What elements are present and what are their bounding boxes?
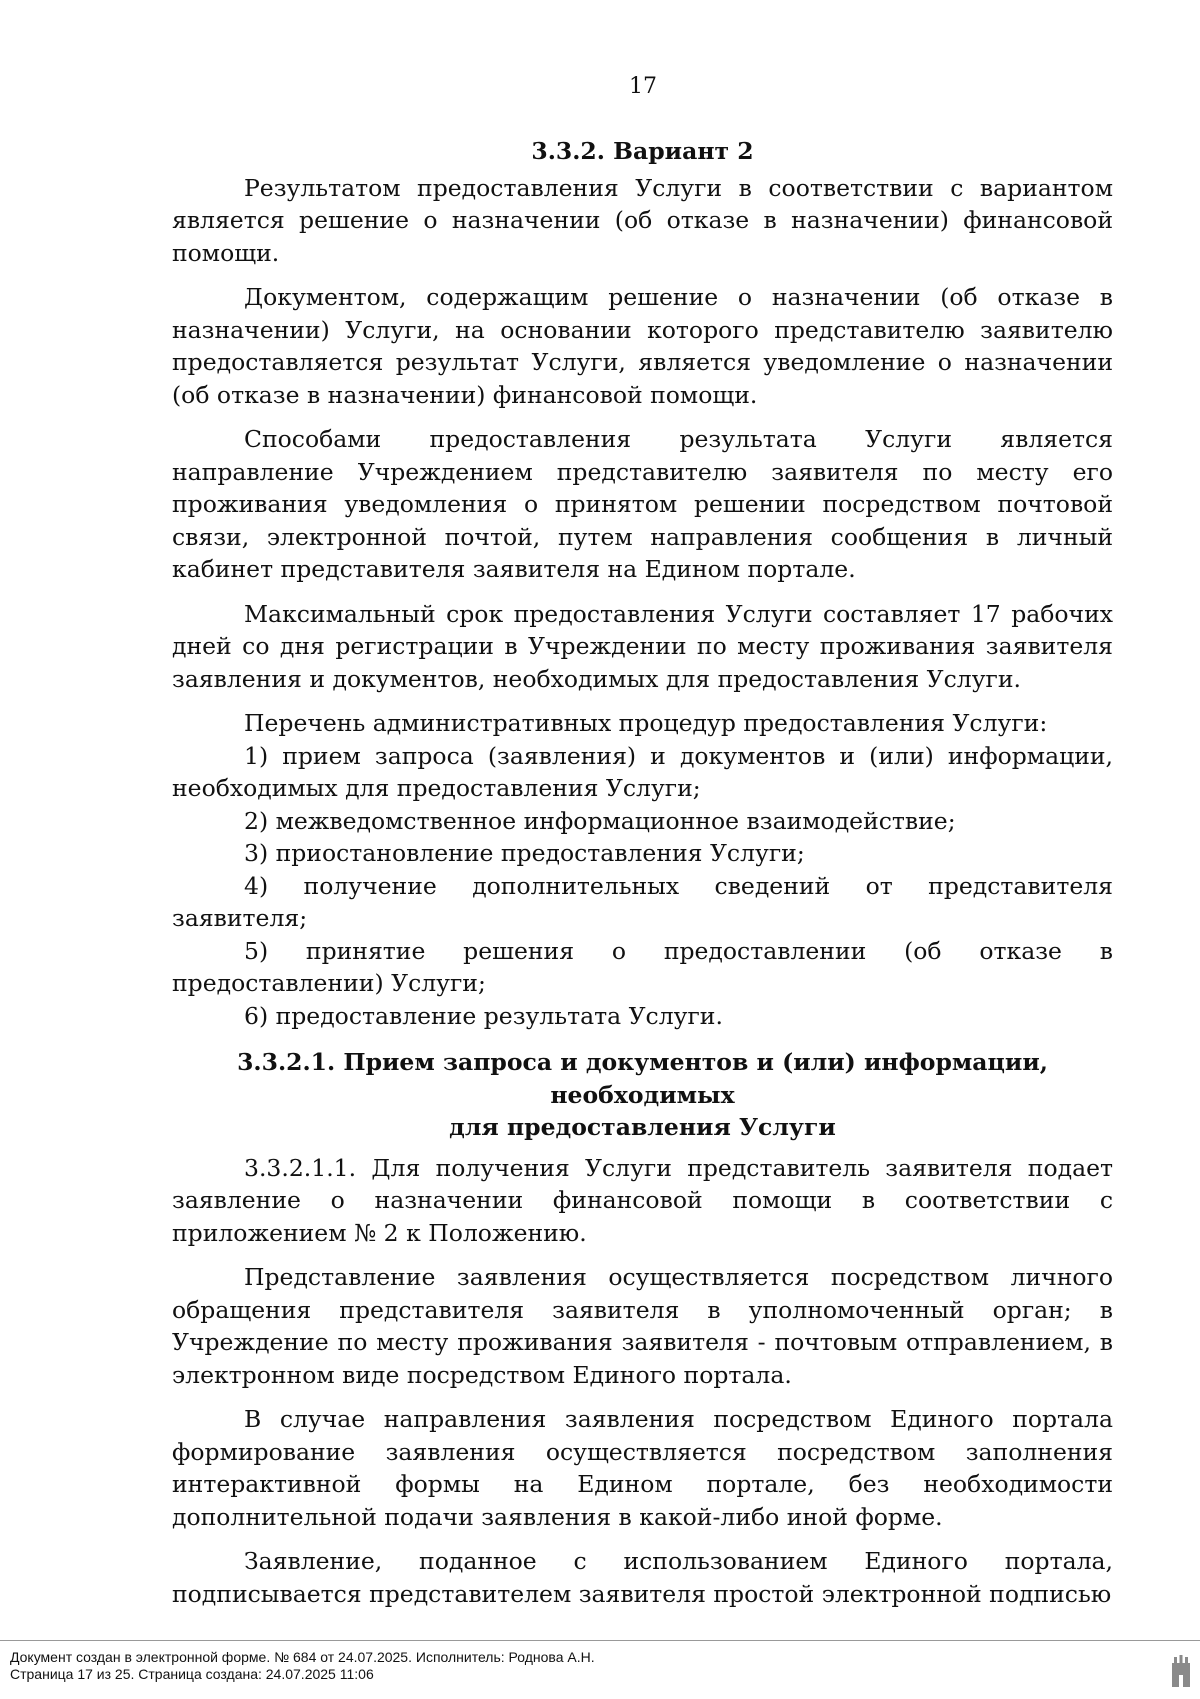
list-item: 2) межведомственное информационное взаимодействие;: [244, 806, 956, 835]
emblem-icon: [1170, 1649, 1192, 1689]
document-footer: [0, 1640, 1200, 1699]
footer-line: Страница 17 из 25. Страница создана: 24.07.2025 11:06: [10, 1666, 374, 1682]
footer-line: Документ создан в электронной форме. № 684 от 24.07.2025. Исполнитель: Роднова А.Н.: [10, 1649, 595, 1665]
paragraph: Документом, содержащим решение о назначении (об отказе в назначении) Услуги, на основании которого представителю заявителю предоставляется результат Услуги, является уведомление о назначении (об отказе в назначении) финансовой помощи.: [172, 283, 1113, 409]
paragraph: 3.3.2.1.1. Для получения Услуги представитель заявителя подает заявление о назначении финансовой помощи в соответствии с приложением № 2 к Положению.: [172, 1153, 1113, 1247]
subsection-title-line: 3.3.2.1. Прием запроса и документов и (или) информации, необходимых: [237, 1048, 1048, 1109]
paragraph: Максимальный срок предоставления Услуги составляет 17 рабочих дней со дня регистрации в Учреждении по месту проживания заявителя заявления и документов, необходимых для предоставления Услуги.: [172, 599, 1113, 693]
subsection-title: [172, 1046, 1113, 1144]
list-item: 3) приостановление предоставления Услуги;: [244, 839, 805, 867]
paragraph: Способами предоставления результата Услуги является направление Учреждением представителю заявителя по месту его проживания уведомления о принятом решении посредством почтовой связи, электронной почтой, путем направления сообщения в личный кабинет представителя заявителя на Едином портале.: [172, 425, 1113, 583]
footer-text: [10, 1649, 595, 1683]
list-item: 1) прием запроса (заявления) и документов и (или) информации, необходимых для предоставления Услуги;: [172, 741, 1113, 802]
section-title: 3.3.2. Вариант 2: [531, 137, 754, 165]
paragraph: В случае направления заявления посредством Единого портала формирование заявления осуществляется посредством заполнения интерактивной формы на Едином портале, без необходимости дополнительной подачи заявления в какой-либо иной форме.: [172, 1405, 1113, 1531]
paragraph: Представление заявления осуществляется посредством личного обращения представителя заявителя в уполномоченный орган; в Учреждение по месту проживания заявителя - почтовым отправлением, в электронном виде посредством Единого портала.: [172, 1263, 1113, 1389]
procedures-intro: Перечень административных процедур предоставления Услуги:: [244, 709, 1048, 737]
subsection-title-line: для предоставления Услуги: [449, 1113, 836, 1141]
list-item: 4) получение дополнительных сведений от представителя заявителя;: [172, 871, 1113, 932]
paragraph: Заявление, поданное с использованием Единого портала, подписывается представителем заявителя простой электронной подписью: [172, 1547, 1113, 1608]
list-item: 6) предоставление результата Услуги.: [244, 1001, 723, 1030]
list-item: 5) принятие решения о предоставлении (об отказе в предоставлении) Услуги;: [172, 936, 1113, 997]
document-body: [172, 135, 1113, 1610]
paragraph: Результатом предоставления Услуги в соответствии с вариантом является решение о назначении (об отказе в назначении) финансовой помощи.: [172, 173, 1113, 267]
page-number: 17: [629, 74, 657, 99]
